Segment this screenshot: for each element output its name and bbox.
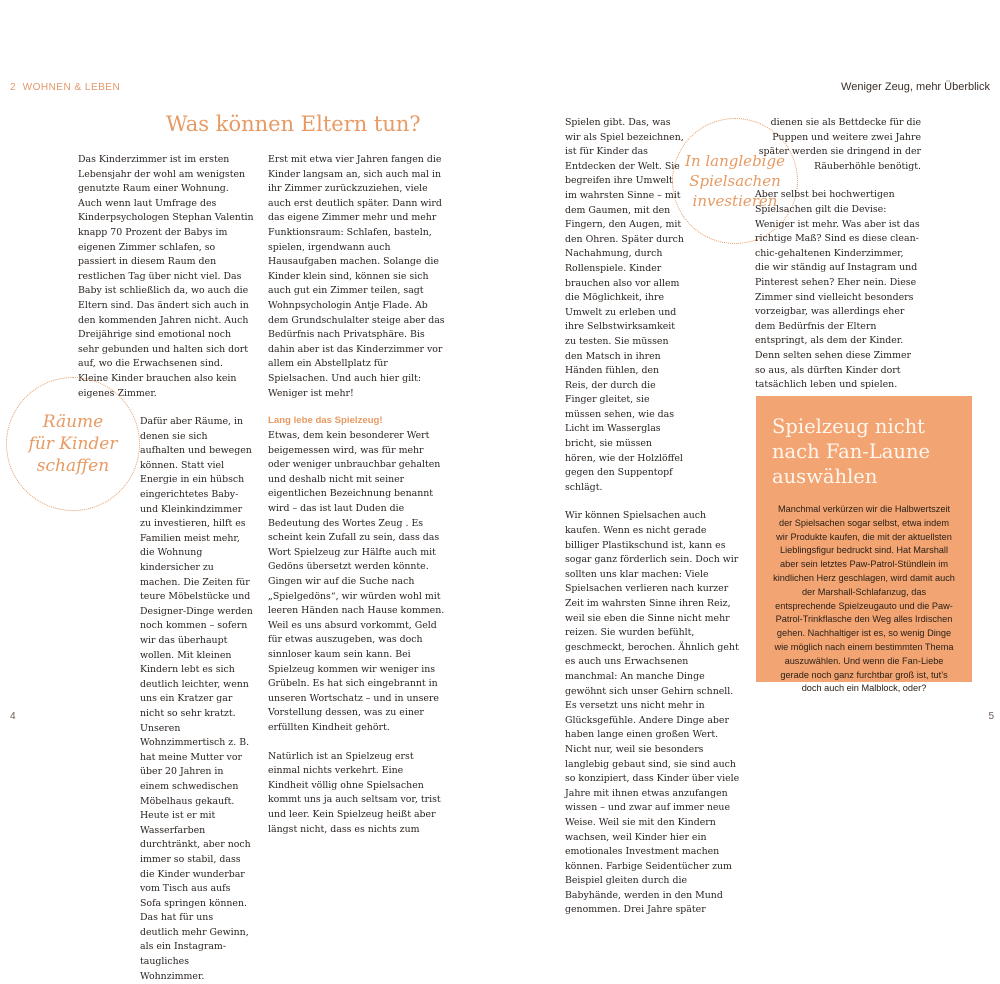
info-box-text: Manchmal verkürzen wir die Halbwertszeit der Spielsachen sogar selbst, etwa indem wir Produkte kaufen, die mit der aktuellsten Lieblingsfigur bedruckt sind. Hat Marshall aber sein letztes Paw-Patrol-Stündlein im kindlichen Herz geschlagen, wird damit auch der Marshall-Schlafanzug, das entsprechende Spielzeugauto und die Paw-Patrol-Trinkflasche den Weg alles Irdischen gehen. Nachhaltiger ist es, so wenig Dinge wie möglich nach einem bestimmten Thema auszuwählen. Und wenn die Fan-Liebe gerade noch ganz furchtbar groß ist, tut’s doch auch ein Malblock, oder? bbox=[773, 504, 955, 694]
paragraph: Das Kinderzimmer ist im ersten Lebensjahr der wohl am wenigsten genutzte Raum einer Wohnung. Auch wenn laut Umfrage des Kinderpsychologen Stephan Valentin knapp 70 Prozent der Babys im eigenen Zimmer schlafen, so passiert in diesem Raum den restlichen Tag über nicht viel. Das Baby ist schließlich da, wo auch die Eltern sind. Das ändert sich auch in den kommenden Jahren nicht. Auch Dreijährige sind emotional noch sehr gebunden und halten sich dort auf, wo die Erwachsenen sind. Kleine Kinder brauchen also kein eigenes Zimmer. bbox=[78, 154, 254, 399]
article-title: Was können Eltern tun? bbox=[166, 112, 421, 136]
info-box bbox=[756, 396, 972, 694]
paragraph: Natürlich ist an Spielzeug erst einmal nichts verkehrt. Eine Kindheit völlig ohne Spielsachen kommt uns ja auch seltsam vor, trist und leer. Kein Spielzeug heißt aber längst nicht, dass es nichts zum bbox=[268, 750, 441, 835]
pull-quote-badge bbox=[6, 377, 140, 511]
page-section-title: WOHNEN & LEBEN bbox=[22, 82, 121, 93]
paragraph: Wir können Spielsachen auch kaufen. Wenn es nicht gerade billiger Plastikschund ist, kann es sogar ganz förderlich sein. Doch wir sollten uns klar machen: Viele Spielsachen verlieren nach kurzer Zeit im wahrsten Sinne ihren Reiz, weil sie eben die Sinne nicht mehr reizen. Sie wurden befühlt, geschmeckt, berochen. Ähnlich geht es auch uns Erwachsenen manchmal: An manche Dinge gewöhnt sich unser Gehirn schnell. Es versetzt uns nicht mehr in Glücksgefühle. Andere Dinge aber haben lange einen großen Wert. Nicht nur, weil sie besonders langlebig gebaut sind, sie sind auch so konzipiert, dass Kinder über viele Jahre mit ihnen etwas anzufangen wissen – und zwar auf immer neue Weise. Weil sie mit den Kindern wachsen, weil Kinder hier ein emotionales Investment machen können. Farbige Seidentücher zum Beispiel gleiten durch die Babyhände, werden in den Mund genommen. Drei Jahre später bbox=[565, 510, 740, 916]
info-box-title: Spielzeug nicht nach Fan-Laune auswählen bbox=[772, 415, 931, 488]
running-header-right: Weniger Zeug, mehr Überblick bbox=[841, 81, 990, 93]
paragraph: Dafür aber Räume, in denen sie sich aufhalten und bewegen können. Statt viel Energie in ein hübsch eingerichtetes Baby- und Kleinkindzimmer zu investieren, hilft es Familien meist mehr, die Wohnung kindersicher zu machen. Die Zeiten für teure Möbelstücke und Designer-Dinge werden noch kommen – sofern wir das überhaupt wollen. Mit kleinen Kindern lebt es sich deutlich leichter, wenn uns ein Kratzer gar nicht so sehr kratzt. Unseren Wohnzimmertisch z. B. hat meine Mutter vor über 20 Jahren in einem schwedischen Möbelhaus gekauft. Heute ist er mit Wasserfarben durchtränkt, aber noch immer so stabil, dass die Kinder wunderbar vom Tisch aus aufs Sofa springen können. Das hat für uns deutlich mehr Gewinn, als ein Instagram-taugliches Wohnzimmer. bbox=[140, 416, 253, 982]
paragraph: Spielen gibt. Das, was wir als Spiel bezeichnen, ist für Kinder das Entdecken der Welt. Sie begreifen ihre Umwelt im wahrsten Sinne – mit dem Gaumen, mit den Fingern, den Augen, mit den Ohren. Später durch Nachahmung, durch Rollenspiele. Kinder brauchen also vor allem die Möglichkeit, ihre Umwelt zu erleben und ihre Selbstwirksamkeit zu testen. Sie müssen den Matsch in ihren Händen fühlen, den Reis, der durch die Finger gleitet, sie müssen sehen, wie das Licht im Wasserglas bricht, sie müssen hören, wie der Holzlöffel gegen den Suppentopf schlägt. bbox=[565, 117, 684, 493]
pull-quote-text: In langlebige Spielsachen investieren bbox=[685, 152, 785, 210]
text-column-1 bbox=[78, 153, 254, 984]
text-column-2 bbox=[268, 153, 446, 837]
running-header-left bbox=[10, 82, 120, 93]
paragraph: dienen sie als Bettdecke für die Puppen und weitere zwei Jahre später werden sie dringend in der Räuberhöhle benötigt. bbox=[758, 117, 921, 172]
paragraph: Aber selbst bei hochwertigen Spielsachen gilt die Devise: Weniger ist mehr. Was aber ist das richtige Maß? Sind es diese clean-chic-gehaltenen Kinderzimmer, die wir ständig auf Instagram und Pinterest sehen? Eher nein. Diese Zimmer sind vielleicht besonders vorzeigbar, was allerdings eher dem Bedürfnis der Eltern entspringt, als dem der Kinder. Denn selten sehen diese Zimmer so aus, als dürften Kinder dort tatsächlich leben und spielen. bbox=[755, 189, 920, 391]
page-number-left: 4 bbox=[10, 711, 16, 722]
text-column-4 bbox=[755, 116, 921, 393]
page-number-right: 5 bbox=[988, 711, 994, 722]
paragraph: Erst mit etwa vier Jahren fangen die Kinder langsam an, sich auch mal in ihr Zimmer zurückzuziehen, viele auch erst deutlich später. Dann wird das eigene Zimmer mehr und mehr Funktionsraum: Schlafen, basteln, spielen, irgendwann auch Hausaufgaben machen. Solange die Kinder klein sind, können sie sich auch gut ein Zimmer teilen, sagt Wohnpsychologin Antje Flade. Ab dem Grundschulalter steige aber das Bedürfnis nach Privatsphäre. Bis dahin aber ist das Kinderzimmer vor allem ein Abstellplatz für Spielsachen. Und auch hier gilt: Weniger ist mehr! bbox=[268, 154, 445, 399]
paragraph: Etwas, dem kein besonderer Wert beigemessen wird, was für mehr oder weniger unbrauchbar gehalten und deshalb nicht mit seiner eigentlichen Bezeichnung benannt wird – das ist laut Duden die Bedeutung des Wortes Zeug . Es scheint kein Zufall zu sein, dass das Wort Spielzeug zur Hälfte auch mit Gedöns übersetzt werden könnte. Gingen wir auf die Suche nach „Spielgedöns“, wir würden wohl mit leeren Händen nach Hause kommen. Weil es uns absurd vorkommt, Geld für etwas auszugeben, was doch sinnloser kaum sein kann. Bei Spielzeug kommen wir weniger ins Grübeln. Es hat sich eingebrannt in unseren Wortschatz – und in unsere Vorstellung dessen, was zu einer erfüllten Kindheit gehört. bbox=[268, 430, 445, 733]
page-section-number: 2 bbox=[10, 82, 17, 93]
subheading: Lang lebe das Spielzeug! bbox=[268, 415, 383, 427]
pull-quote-text: Räume für Kinder schaffen bbox=[28, 412, 118, 476]
